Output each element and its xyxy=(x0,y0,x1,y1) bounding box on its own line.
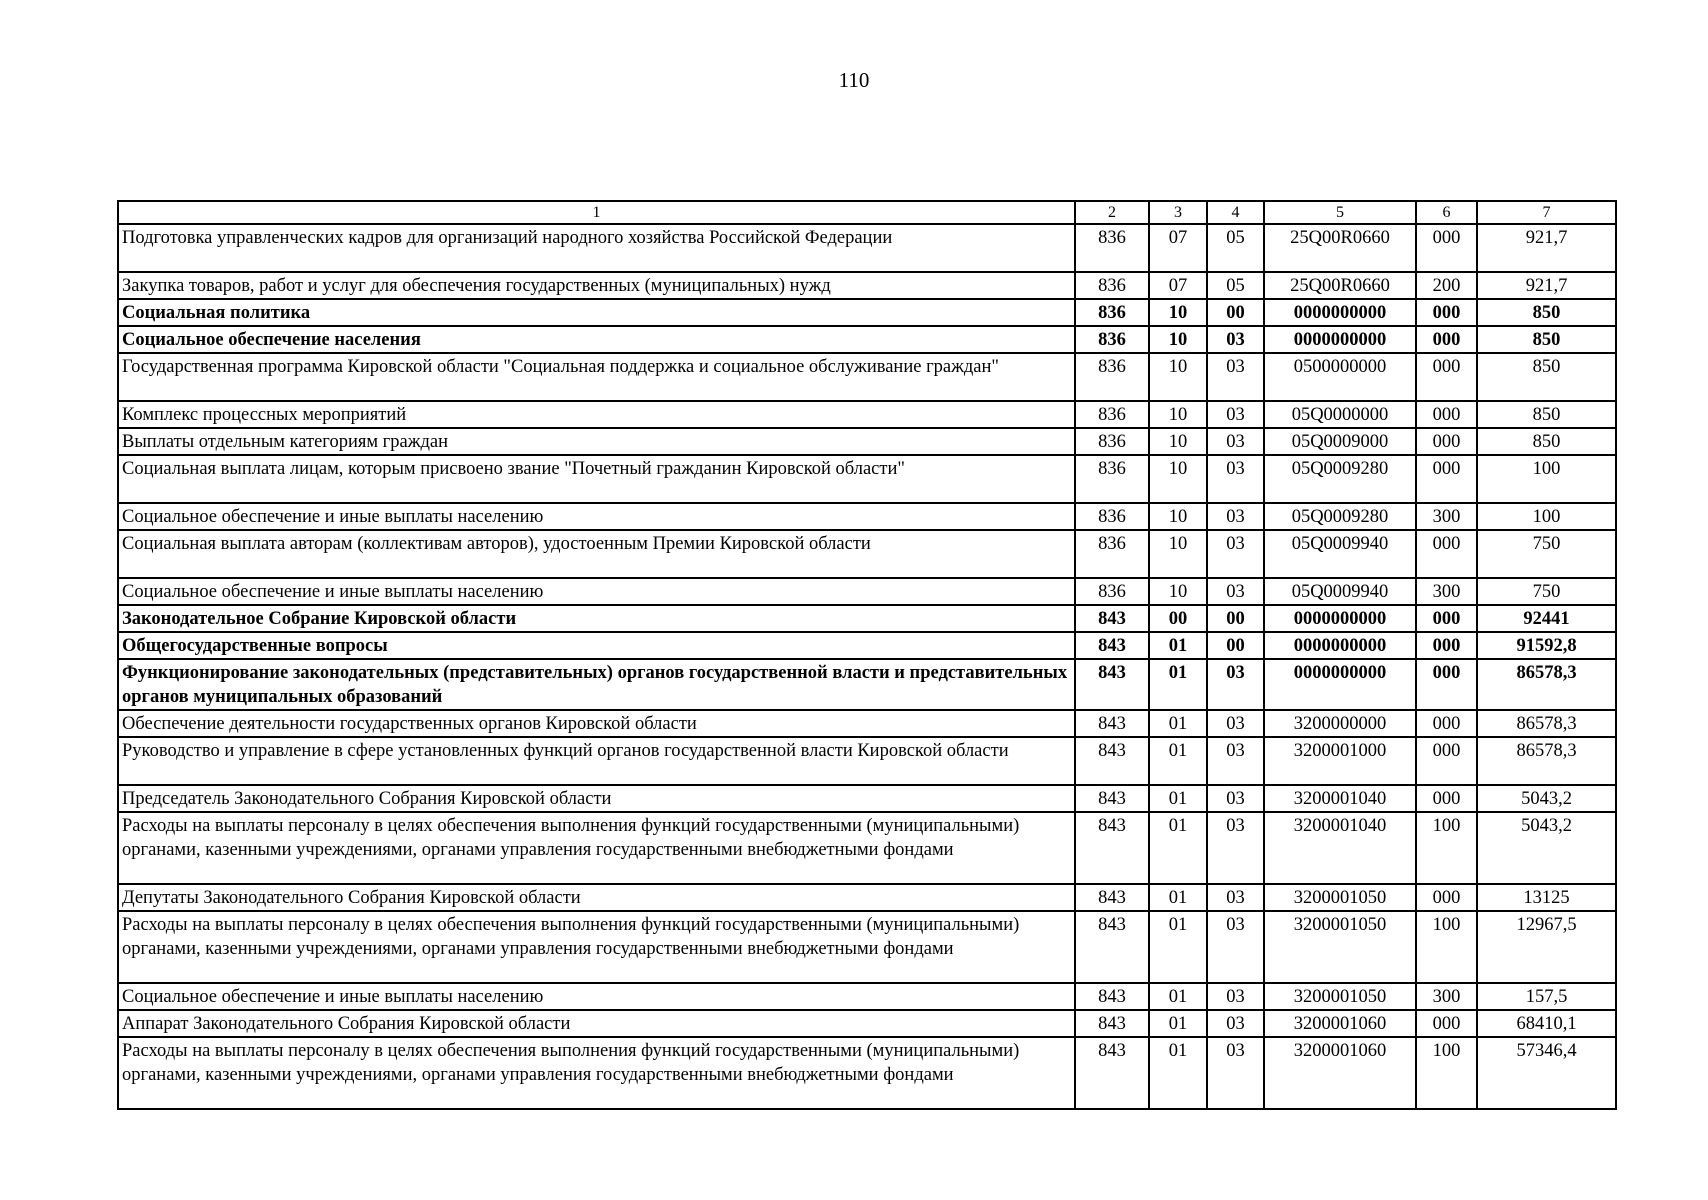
cell-expense-type: 000 xyxy=(1416,1010,1477,1037)
cell-subsection: 03 xyxy=(1207,353,1264,401)
cell-name: Социальная политика xyxy=(118,299,1075,326)
cell-target: 05Q0000000 xyxy=(1264,401,1416,428)
cell-section: 01 xyxy=(1149,710,1207,737)
cell-expense-type: 000 xyxy=(1416,605,1477,632)
cell-subsection: 03 xyxy=(1207,401,1264,428)
cell-subsection: 00 xyxy=(1207,299,1264,326)
cell-subsection: 03 xyxy=(1207,455,1264,503)
cell-name: Депутаты Законодательного Собрания Кировской области xyxy=(118,884,1075,911)
cell-expense-type: 000 xyxy=(1416,884,1477,911)
cell-section: 10 xyxy=(1149,428,1207,455)
header-cell-3: 3 xyxy=(1149,201,1207,224)
table-row xyxy=(118,785,1616,812)
header-row xyxy=(118,201,1616,224)
cell-ministry: 836 xyxy=(1075,353,1149,401)
cell-subsection: 00 xyxy=(1207,605,1264,632)
cell-subsection: 03 xyxy=(1207,911,1264,983)
cell-amount: 850 xyxy=(1477,353,1616,401)
cell-section: 00 xyxy=(1149,605,1207,632)
cell-amount: 92441 xyxy=(1477,605,1616,632)
cell-subsection: 03 xyxy=(1207,710,1264,737)
table-row xyxy=(118,401,1616,428)
cell-name: Социальное обеспечение и иные выплаты населению xyxy=(118,983,1075,1010)
cell-ministry: 843 xyxy=(1075,1037,1149,1109)
cell-subsection: 03 xyxy=(1207,785,1264,812)
cell-name: Председатель Законодательного Собрания Кировской области xyxy=(118,785,1075,812)
cell-name: Руководство и управление в сфере установленных функций органов государственной власти Кировской области xyxy=(118,737,1075,785)
cell-expense-type: 300 xyxy=(1416,983,1477,1010)
table-row xyxy=(118,272,1616,299)
cell-ministry: 843 xyxy=(1075,983,1149,1010)
cell-name: Государственная программа Кировской области "Социальная поддержка и социальное обслуживание граждан" xyxy=(118,353,1075,401)
table-row xyxy=(118,455,1616,503)
cell-section: 01 xyxy=(1149,659,1207,710)
cell-name: Аппарат Законодательного Собрания Кировской области xyxy=(118,1010,1075,1037)
cell-subsection: 03 xyxy=(1207,503,1264,530)
table-row xyxy=(118,659,1616,710)
cell-section: 10 xyxy=(1149,401,1207,428)
cell-ministry: 843 xyxy=(1075,632,1149,659)
table-row xyxy=(118,1010,1616,1037)
cell-name: Выплаты отдельным категориям граждан xyxy=(118,428,1075,455)
cell-ministry: 843 xyxy=(1075,785,1149,812)
cell-amount: 850 xyxy=(1477,428,1616,455)
cell-amount: 850 xyxy=(1477,299,1616,326)
cell-amount: 57346,4 xyxy=(1477,1037,1616,1109)
page-number: 110 xyxy=(838,68,870,92)
cell-ministry: 836 xyxy=(1075,401,1149,428)
cell-amount: 5043,2 xyxy=(1477,785,1616,812)
cell-expense-type: 300 xyxy=(1416,503,1477,530)
cell-amount: 100 xyxy=(1477,455,1616,503)
cell-subsection: 03 xyxy=(1207,884,1264,911)
table-row xyxy=(118,710,1616,737)
cell-expense-type: 000 xyxy=(1416,785,1477,812)
table-row xyxy=(118,632,1616,659)
cell-subsection: 05 xyxy=(1207,272,1264,299)
cell-expense-type: 000 xyxy=(1416,224,1477,272)
table-row xyxy=(118,911,1616,983)
cell-name: Социальное обеспечение населения xyxy=(118,326,1075,353)
cell-subsection: 00 xyxy=(1207,632,1264,659)
cell-name: Функционирование законодательных (представительных) органов государственной власти и представительных органов муниципальных образований xyxy=(118,659,1075,710)
cell-target: 05Q0009940 xyxy=(1264,578,1416,605)
cell-ministry: 836 xyxy=(1075,503,1149,530)
cell-ministry: 843 xyxy=(1075,710,1149,737)
table-row xyxy=(118,605,1616,632)
cell-target: 3200000000 xyxy=(1264,710,1416,737)
cell-ministry: 836 xyxy=(1075,224,1149,272)
cell-name: Расходы на выплаты персоналу в целях обеспечения выполнения функций государственными (муниципальными) органами, казенными учреждениями, органами управления государственными внебюджетными фондами xyxy=(118,911,1075,983)
cell-amount: 86578,3 xyxy=(1477,659,1616,710)
cell-ministry: 843 xyxy=(1075,737,1149,785)
cell-section: 01 xyxy=(1149,632,1207,659)
cell-target: 3200001050 xyxy=(1264,983,1416,1010)
cell-expense-type: 000 xyxy=(1416,401,1477,428)
budget-table xyxy=(117,200,1617,1110)
cell-amount: 850 xyxy=(1477,326,1616,353)
cell-expense-type: 000 xyxy=(1416,455,1477,503)
cell-ministry: 836 xyxy=(1075,455,1149,503)
cell-expense-type: 100 xyxy=(1416,812,1477,884)
cell-section: 01 xyxy=(1149,737,1207,785)
cell-ministry: 843 xyxy=(1075,659,1149,710)
cell-target: 3200001000 xyxy=(1264,737,1416,785)
cell-subsection: 03 xyxy=(1207,983,1264,1010)
cell-ministry: 836 xyxy=(1075,326,1149,353)
cell-subsection: 03 xyxy=(1207,1010,1264,1037)
cell-expense-type: 200 xyxy=(1416,272,1477,299)
cell-ministry: 836 xyxy=(1075,428,1149,455)
table-row xyxy=(118,1037,1616,1109)
table-row xyxy=(118,353,1616,401)
cell-expense-type: 000 xyxy=(1416,326,1477,353)
cell-subsection: 03 xyxy=(1207,428,1264,455)
table-row xyxy=(118,578,1616,605)
cell-name: Законодательное Собрание Кировской области xyxy=(118,605,1075,632)
cell-section: 01 xyxy=(1149,812,1207,884)
header-cell-1: 1 xyxy=(118,201,1075,224)
cell-target: 3200001050 xyxy=(1264,911,1416,983)
header-cell-6: 6 xyxy=(1416,201,1477,224)
cell-name: Подготовка управленческих кадров для организаций народного хозяйства Российской Федерации xyxy=(118,224,1075,272)
table-row xyxy=(118,884,1616,911)
cell-target: 0000000000 xyxy=(1264,605,1416,632)
table-row xyxy=(118,428,1616,455)
cell-expense-type: 000 xyxy=(1416,710,1477,737)
cell-expense-type: 000 xyxy=(1416,659,1477,710)
cell-amount: 750 xyxy=(1477,530,1616,578)
cell-amount: 850 xyxy=(1477,401,1616,428)
cell-target: 05Q0009280 xyxy=(1264,455,1416,503)
table-row xyxy=(118,326,1616,353)
cell-amount: 12967,5 xyxy=(1477,911,1616,983)
cell-expense-type: 300 xyxy=(1416,578,1477,605)
cell-section: 10 xyxy=(1149,530,1207,578)
cell-target: 0000000000 xyxy=(1264,659,1416,710)
cell-target: 0000000000 xyxy=(1264,326,1416,353)
cell-subsection: 03 xyxy=(1207,1037,1264,1109)
header-cell-2: 2 xyxy=(1075,201,1149,224)
cell-section: 10 xyxy=(1149,326,1207,353)
cell-amount: 157,5 xyxy=(1477,983,1616,1010)
cell-name: Расходы на выплаты персоналу в целях обеспечения выполнения функций государственными (муниципальными) органами, казенными учреждениями, органами управления государственными внебюджетными фондами xyxy=(118,812,1075,884)
cell-ministry: 843 xyxy=(1075,1010,1149,1037)
cell-name: Социальное обеспечение и иные выплаты населению xyxy=(118,503,1075,530)
cell-subsection: 03 xyxy=(1207,659,1264,710)
table-row xyxy=(118,224,1616,272)
cell-ministry: 843 xyxy=(1075,884,1149,911)
cell-amount: 750 xyxy=(1477,578,1616,605)
cell-subsection: 03 xyxy=(1207,812,1264,884)
header-cell-7: 7 xyxy=(1477,201,1616,224)
cell-subsection: 03 xyxy=(1207,578,1264,605)
table-row xyxy=(118,983,1616,1010)
cell-amount: 5043,2 xyxy=(1477,812,1616,884)
cell-name: Социальное обеспечение и иные выплаты населению xyxy=(118,578,1075,605)
cell-subsection: 05 xyxy=(1207,224,1264,272)
table-row xyxy=(118,737,1616,785)
cell-subsection: 03 xyxy=(1207,737,1264,785)
cell-expense-type: 000 xyxy=(1416,632,1477,659)
cell-amount: 100 xyxy=(1477,503,1616,530)
cell-amount: 921,7 xyxy=(1477,272,1616,299)
cell-ministry: 843 xyxy=(1075,812,1149,884)
table-row xyxy=(118,299,1616,326)
table-row xyxy=(118,503,1616,530)
cell-expense-type: 000 xyxy=(1416,428,1477,455)
cell-section: 01 xyxy=(1149,911,1207,983)
cell-target: 0500000000 xyxy=(1264,353,1416,401)
cell-amount: 921,7 xyxy=(1477,224,1616,272)
cell-expense-type: 000 xyxy=(1416,530,1477,578)
cell-target: 05Q0009940 xyxy=(1264,530,1416,578)
cell-section: 10 xyxy=(1149,353,1207,401)
cell-target: 3200001060 xyxy=(1264,1037,1416,1109)
cell-expense-type: 100 xyxy=(1416,911,1477,983)
cell-section: 10 xyxy=(1149,299,1207,326)
cell-name: Расходы на выплаты персоналу в целях обеспечения выполнения функций государственными (муниципальными) органами, казенными учреждениями, органами управления государственными внебюджетными фондами xyxy=(118,1037,1075,1109)
cell-amount: 13125 xyxy=(1477,884,1616,911)
cell-name: Социальная выплата лицам, которым присвоено звание "Почетный гражданин Кировской области" xyxy=(118,455,1075,503)
header-cell-4: 4 xyxy=(1207,201,1264,224)
cell-section: 10 xyxy=(1149,578,1207,605)
cell-expense-type: 100 xyxy=(1416,1037,1477,1109)
cell-target: 05Q0009000 xyxy=(1264,428,1416,455)
cell-ministry: 836 xyxy=(1075,272,1149,299)
cell-expense-type: 000 xyxy=(1416,299,1477,326)
table-body xyxy=(118,201,1616,1109)
cell-section: 10 xyxy=(1149,455,1207,503)
cell-subsection: 03 xyxy=(1207,326,1264,353)
cell-expense-type: 000 xyxy=(1416,353,1477,401)
cell-target: 3200001060 xyxy=(1264,1010,1416,1037)
cell-name: Закупка товаров, работ и услуг для обеспечения государственных (муниципальных) нужд xyxy=(118,272,1075,299)
cell-target: 25Q00R0660 xyxy=(1264,272,1416,299)
cell-section: 07 xyxy=(1149,272,1207,299)
cell-target: 3200001050 xyxy=(1264,884,1416,911)
cell-ministry: 843 xyxy=(1075,911,1149,983)
cell-amount: 86578,3 xyxy=(1477,710,1616,737)
cell-section: 01 xyxy=(1149,884,1207,911)
table-row xyxy=(118,812,1616,884)
cell-amount: 86578,3 xyxy=(1477,737,1616,785)
cell-amount: 68410,1 xyxy=(1477,1010,1616,1037)
cell-ministry: 836 xyxy=(1075,530,1149,578)
cell-ministry: 836 xyxy=(1075,299,1149,326)
cell-name: Комплекс процессных мероприятий xyxy=(118,401,1075,428)
cell-section: 01 xyxy=(1149,1037,1207,1109)
header-cell-5: 5 xyxy=(1264,201,1416,224)
cell-target: 25Q00R0660 xyxy=(1264,224,1416,272)
cell-ministry: 836 xyxy=(1075,578,1149,605)
cell-expense-type: 000 xyxy=(1416,737,1477,785)
cell-amount: 91592,8 xyxy=(1477,632,1616,659)
cell-target: 3200001040 xyxy=(1264,812,1416,884)
cell-section: 01 xyxy=(1149,785,1207,812)
cell-target: 0000000000 xyxy=(1264,632,1416,659)
cell-section: 07 xyxy=(1149,224,1207,272)
cell-name: Обеспечение деятельности государственных органов Кировской области xyxy=(118,710,1075,737)
table-row xyxy=(118,530,1616,578)
cell-target: 0000000000 xyxy=(1264,299,1416,326)
cell-ministry: 843 xyxy=(1075,605,1149,632)
cell-section: 01 xyxy=(1149,983,1207,1010)
cell-target: 3200001040 xyxy=(1264,785,1416,812)
cell-section: 01 xyxy=(1149,1010,1207,1037)
cell-target: 05Q0009280 xyxy=(1264,503,1416,530)
cell-name: Социальная выплата авторам (коллективам авторов), удостоенным Премии Кировской области xyxy=(118,530,1075,578)
cell-subsection: 03 xyxy=(1207,530,1264,578)
cell-section: 10 xyxy=(1149,503,1207,530)
cell-name: Общегосударственные вопросы xyxy=(118,632,1075,659)
